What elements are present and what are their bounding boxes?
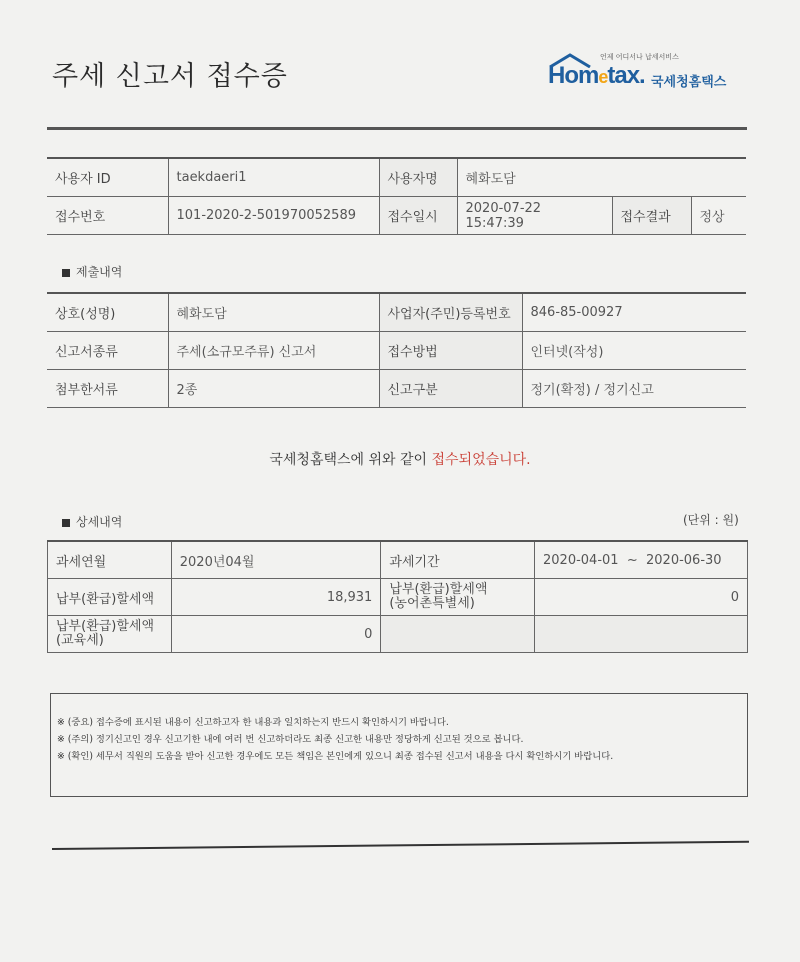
receipt-number-value: 101-2020-2-501970052589 — [168, 197, 379, 235]
user-id-label: 사용자 ID — [47, 158, 168, 197]
user-info-table — [47, 157, 746, 235]
agri-tax-label: 납부(환급)할세액 (농어촌특별세) — [381, 579, 535, 616]
square-bullet-icon — [62, 519, 70, 527]
user-name-value: 혜화도담 — [457, 158, 746, 197]
receipt-method-value: 인터넷(작성) — [522, 332, 746, 370]
attachments-label: 첨부한서류 — [47, 370, 168, 408]
trade-name-label: 상호(성명) — [47, 293, 168, 332]
form-type-value: 주세(소규모주류) 신고서 — [168, 332, 379, 370]
notice-line-confirm: ※ (확인) 세무서 직원의 도움을 받아 신고한 경우에도 모든 책임은 본인에게 있으니 최종 접수된 신고서 내용을 다시 확인하시기 바랍니다. — [57, 751, 614, 762]
edu-tax-value: 0 — [171, 616, 381, 653]
receipt-result-label: 접수결과 — [612, 197, 691, 235]
receipt-result-value: 정상 — [691, 197, 746, 235]
page-title: 주세 신고서 접수증 — [52, 61, 288, 92]
detail-section-heading: 상세내역 — [62, 513, 122, 530]
receipt-datetime-value: 2020-07-22 15:47:39 — [457, 197, 612, 235]
logo-korean-name: 국세청홈택스 — [651, 75, 727, 90]
confirmation-highlight: 접수되었습니다. — [431, 452, 531, 468]
logo-wordmark: Hometax. — [548, 62, 645, 89]
tax-amount-label: 납부(환급)할세액 — [48, 579, 172, 616]
notice-line-important: ※ (중요) 접수증에 표시된 내용이 신고하고자 한 내용과 일치하는지 반드시 확인하시기 바랍니다. — [57, 717, 449, 728]
form-type-label: 신고서종류 — [47, 332, 168, 370]
notice-box — [50, 693, 748, 797]
filing-category-label: 신고구분 — [379, 370, 522, 408]
filing-category-value: 정기(확정) / 정기신고 — [522, 370, 746, 408]
attachments-value: 2종 — [168, 370, 379, 408]
tax-amount-value: 18,931 — [171, 579, 381, 616]
user-id-value: taekdaeri1 — [168, 158, 379, 197]
submission-table — [47, 292, 746, 408]
trade-name-value: 혜화도담 — [168, 293, 379, 332]
tax-period-range-label: 과세기간 — [381, 541, 535, 579]
header-divider — [47, 127, 747, 130]
receipt-number-label: 접수번호 — [47, 197, 168, 235]
logo-tagline: 언제 어디서나 납세서비스 — [600, 53, 679, 61]
square-bullet-icon — [62, 269, 70, 277]
detail-table — [47, 540, 748, 653]
tax-period-month-value: 2020년04월 — [171, 541, 381, 579]
receipt-datetime-label: 접수일시 — [379, 197, 457, 235]
business-number-value: 846-85-00927 — [522, 293, 746, 332]
user-name-label: 사용자명 — [379, 158, 457, 197]
unit-label: (단위 : 원) — [683, 513, 739, 527]
tax-period-range-value: 2020-04-01 ~ 2020-06-30 — [535, 541, 748, 579]
empty-cell — [381, 616, 535, 653]
edu-tax-label: 납부(환급)할세액 (교육세) — [48, 616, 172, 653]
confirmation-message: 국세청홈택스에 위와 같이 접수되었습니다. — [269, 452, 531, 468]
agri-tax-value: 0 — [535, 579, 748, 616]
submission-section-heading: 제출내역 — [62, 263, 122, 280]
tax-period-month-label: 과세연월 — [48, 541, 172, 579]
notice-line-caution: ※ (주의) 정기신고인 경우 신고기한 내에 여러 번 신고하더라도 최종 신고한 내용만 정당하게 신고된 것으로 봅니다. — [57, 734, 524, 745]
footer-divider — [52, 841, 749, 850]
empty-cell — [535, 616, 748, 653]
receipt-method-label: 접수방법 — [379, 332, 522, 370]
business-number-label: 사업자(주민)등록번호 — [379, 293, 522, 332]
